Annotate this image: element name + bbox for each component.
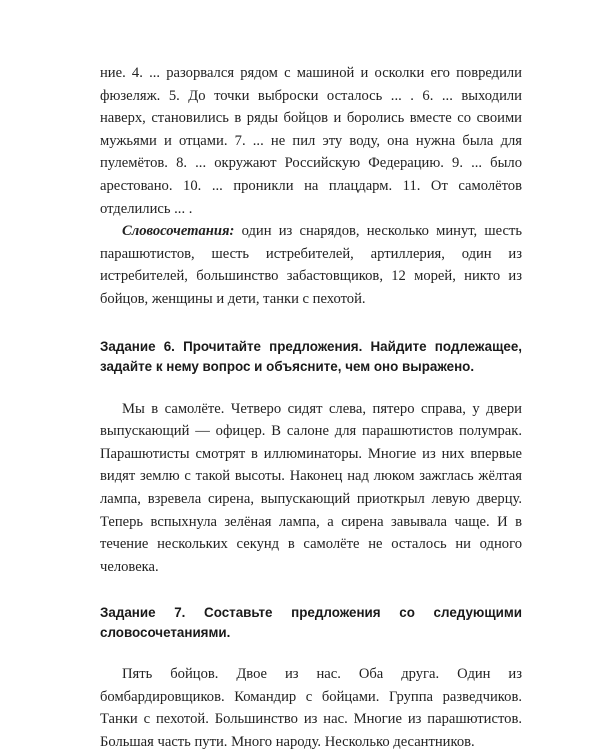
exercise-sentences-paragraph: ние. 4. ... разорвался рядом с машиной и осколки его повредили фюзеляж. 5. До точки выброски осталось ... . 6. ... выходили наверх, становились в ряды бойцов и боролись вместе со своими мужьями и отцами. 7. ... не пил эту воду, она нужна была для пулемётов. 8. ... окружают Российскую Федерацию. 9. ... было арестовано. 10. ... проникли на плацдарм. 11. От самолётов отделились ... . [100, 65, 522, 217]
collocations-text: один из снарядов, несколько минут, шесть парашютистов, шесть истребителей, артиллерия, один из истребителей, большинство забастовщиков, 12 морей, никто из бойцов, женщины и дети, танки с пехотой. [100, 223, 522, 307]
page-content [100, 62, 522, 754]
collocations-paragraph [100, 220, 522, 310]
collocations-label: Словосочетания: [122, 223, 235, 240]
task-6-text: Мы в самолёте. Четверо сидят слева, пятеро справа, у двери выпускающий — офицер. В салоне для парашютистов полумрак. Парашютисты смотрят в иллюминаторы. Многие из них впервые видят землю с такой высоты. Наконец над люком зажглась жёлтая лампа, взревела сирена, выпускающий приоткрыл левую дверцу. Теперь вспыхнула зелёная лампа, а сирена завывала чаще. И в течение нескольких секунд в самолёте не осталось ни одного человека. [100, 400, 522, 575]
task-7-heading: Задание 7. Составьте предложения со следующими словосочетаниями. [100, 605, 522, 641]
task-7-text: Пять бойцов. Двое из нас. Оба друга. Один из бомбардировщиков. Командир с бойцами. Группа разведчиков. Танки с пехотой. Большинство из нас. Многие из парашютистов. Большая часть пути. Много народу. Несколько десантников. [100, 666, 522, 751]
task-6-heading: Задание 6. Прочитайте предложения. Найдите подлежащее, задайте к нему вопрос и объясните, чем оно выражено. [100, 338, 522, 374]
